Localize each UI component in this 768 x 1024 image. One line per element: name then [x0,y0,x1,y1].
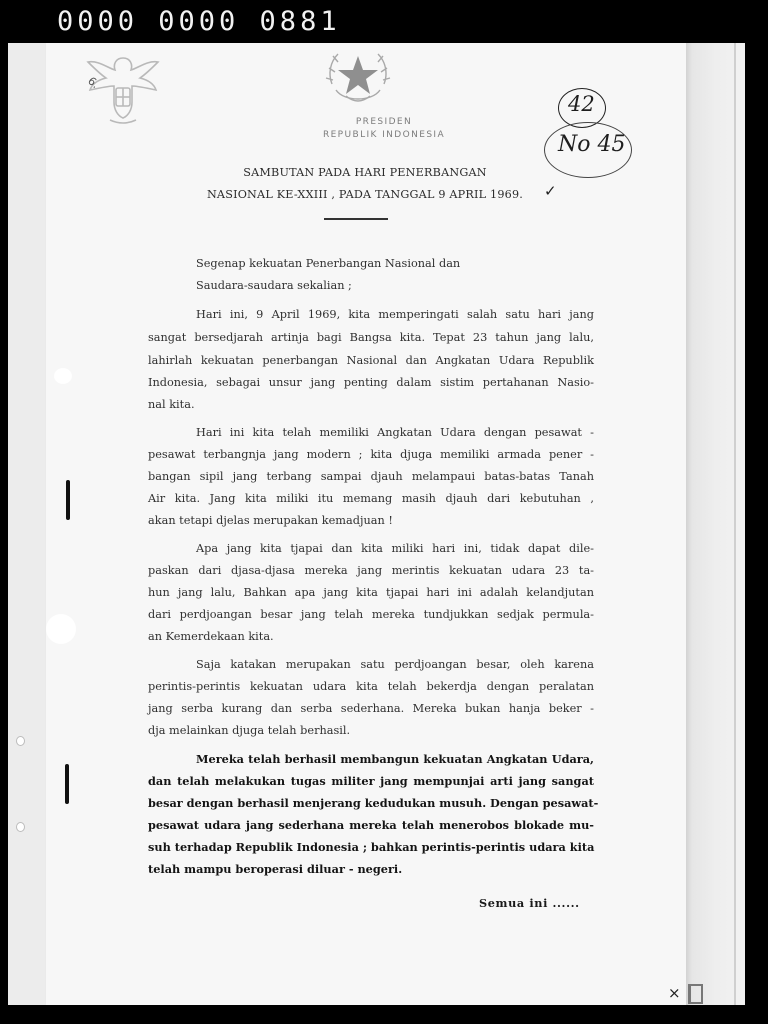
title-underline [324,218,388,220]
paragraph-2-line: Hari ini kita telah memiliki Angkatan Udara dengan pesawat - [196,426,594,439]
paragraph-4-line: perintis-perintis kekuatan udara kita telah bekerdja dengan peralatan [148,680,594,693]
paragraph-2-line: akan tetapi djelas merupakan kemadjuan ! [148,514,393,527]
paper-stain [54,368,72,384]
paragraph-2-line: pesawat terbangnja jang modern ; kita djuga memiliki armada pener - [148,448,594,461]
punch-hole [16,736,25,746]
paragraph-5-line: besar dengan berhasil menjerang kedudukan musuh. Dengan pesawat- [148,796,599,810]
letterhead-president: PRESIDEN [355,117,413,127]
paragraph-1-line: Indonesia, sebagai unsur jang penting dalam sistim pertahanan Nasio- [148,376,594,389]
paragraph-1-line: nal kita. [148,398,195,411]
corner-mark: × [668,984,681,1002]
binding-mark [65,764,69,804]
handwritten-check-icon: ✓ [544,182,557,200]
letterhead-republic: REPUBLIK INDONESIA [322,130,446,140]
paragraph-3-line: dari perdjoangan besar jang telah mereka tundjukkan sedjak permula- [148,608,594,621]
annotation-number: 42 [568,92,595,116]
document-title-line-1: SAMBUTAN PADA HARI PENERBANGAN [243,166,487,179]
annotation-archive-number: No 45 [558,132,626,157]
paper-stain [46,614,76,644]
binding-mark [66,480,70,520]
paragraph-4-line: Saja katakan merupakan satu perdjoangan besar, oleh karena [196,658,594,671]
greeting-line: Saudara-saudara sekalian ; [196,279,352,292]
continuation-catchword: Semua ini ...... [479,896,580,910]
paragraph-4-line: dja melainkan djuga telah berhasil. [148,724,351,737]
paragraph-1-line: lahirlah kekuatan penerbangan Nasional dan Angkatan Udara Republik [148,354,594,367]
paragraph-3-line: an Kemerdekaan kita. [148,630,274,643]
paragraph-2-line: Air kita. Jang kita miliki itu memang masih djauh dari kebutuhan , [148,492,594,505]
paragraph-1-line: Hari ini, 9 April 1969, kita memperingati salah satu hari jang [196,308,594,321]
presidential-seal-icon [318,44,398,116]
paragraph-5-line: pesawat udara jang sederhana mereka telah menerobos blokade mu- [148,818,594,832]
paragraph-3-line: paskan dari djasa-djasa mereka jang merintis kekuatan udara 23 ta- [148,564,594,577]
svg-text:6.: 6. [85,74,102,92]
punch-hole [16,822,25,832]
paragraph-2-line: bangan sipil jang terbang sampai djauh melampaui batas-batas Tanah [148,470,594,483]
paragraph-5-line: dan telah melakukan tugas militer jang mempunjai arti jang sangat [148,774,594,788]
paragraph-5-line: telah mampu beroperasi diluar - negeri. [148,862,403,876]
corner-box-mark [688,984,703,1004]
paragraph-3-line: Apa jang kita tjapai dan kita miliki hari ini, tidak dapat dile- [196,542,594,555]
paragraph-5-line: Mereka telah berhasil membangun kekuatan Angkatan Udara, [196,752,594,766]
paragraph-1-line: sangat bersedjarah artinja bagi Bangsa kita. Tepat 23 tahun jang lalu, [148,331,594,344]
microfilm-frame-number: 0000 0000 0881 [57,6,341,37]
garuda-emblem-icon [80,46,166,126]
paragraph-5-line: suh terhadap Republik Indonesia ; bahkan perintis-perintis udara kita [148,840,595,854]
document-title-line-2: NASIONAL KE-XXIII , PADA TANGGAL 9 APRIL 1969. [206,188,524,201]
greeting-line: Segenap kekuatan Penerbangan Nasional dan [196,257,461,270]
paragraph-4-line: jang serba kurang dan serba sederhana. Mereka bukan hanja beker - [148,702,594,715]
paragraph-3-line: hun jang lalu, Bahkan apa jang kita tjapai hari ini adalah kelandjutan [148,586,594,599]
